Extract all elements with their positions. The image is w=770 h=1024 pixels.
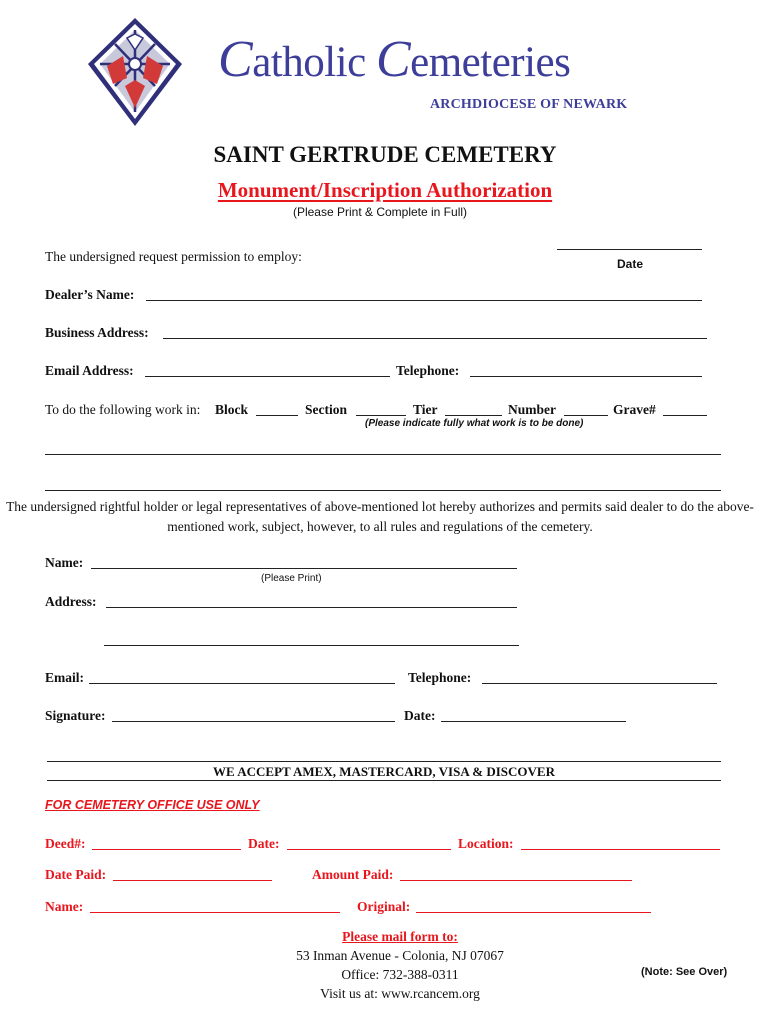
- deed-field[interactable]: [92, 849, 241, 850]
- tier-label: Tier: [413, 402, 438, 417]
- dealer-name-field[interactable]: [146, 300, 702, 301]
- work-description-line-1[interactable]: [45, 454, 721, 455]
- number-field[interactable]: [564, 415, 608, 416]
- owner-name-field[interactable]: [91, 568, 517, 569]
- date-field[interactable]: [557, 249, 702, 250]
- section-label: Section: [305, 402, 347, 417]
- mail-heading: Please mail form to:: [342, 929, 458, 944]
- logo-wordmark: Catholic Cemeteries: [218, 31, 571, 88]
- print-hint: (Please Print): [261, 573, 322, 584]
- work-description-line-2[interactable]: [45, 490, 721, 491]
- original-label: Original:: [357, 899, 411, 914]
- signature-date-label: Date:: [404, 708, 436, 723]
- dealer-name-label: Dealer’s Name:: [45, 287, 135, 302]
- request-text: The undersigned request permission to employ:: [45, 249, 302, 264]
- owner-address-field-1[interactable]: [106, 607, 517, 608]
- owner-name-label: Name:: [45, 555, 84, 570]
- mailing-address: 53 Inman Avenue - Colonia, NJ 07067: [296, 948, 504, 963]
- date-paid-label: Date Paid:: [45, 867, 107, 882]
- cemetery-logo-icon: [85, 16, 185, 128]
- signature-label: Signature:: [45, 708, 106, 723]
- number-label: Number: [508, 402, 556, 417]
- location-field[interactable]: [521, 849, 720, 850]
- location-label: Location:: [458, 836, 514, 851]
- payment-divider-top: [47, 761, 721, 762]
- grave-label: Grave#: [613, 402, 656, 417]
- office-name-label: Name:: [45, 899, 84, 914]
- dealer-email-field[interactable]: [145, 376, 390, 377]
- payment-methods: WE ACCEPT AMEX, MASTERCARD, VISA & DISCOVER: [213, 764, 555, 779]
- print-instructions: (Please Print & Complete in Full): [292, 205, 468, 219]
- original-field[interactable]: [416, 912, 651, 913]
- grave-field[interactable]: [663, 415, 707, 416]
- deed-label: Deed#:: [45, 836, 86, 851]
- tier-field[interactable]: [445, 415, 502, 416]
- form-subtitle: Monument/Inscription Authorization: [217, 178, 553, 202]
- owner-address-label: Address:: [45, 594, 97, 609]
- work-intro: To do the following work in:: [45, 402, 201, 417]
- office-use-heading: FOR CEMETERY OFFICE USE ONLY: [45, 798, 260, 812]
- business-address-field[interactable]: [163, 338, 707, 339]
- date-label: Date: [617, 257, 644, 271]
- see-over-note: (Note: See Over): [641, 966, 728, 978]
- logo-subtitle: ARCHDIOCESE OF NEWARK: [430, 97, 628, 112]
- dealer-telephone-field[interactable]: [470, 376, 702, 377]
- owner-address-field-2[interactable]: [104, 645, 519, 646]
- office-phone: Office: 732-388-0311: [341, 967, 459, 982]
- date-paid-field[interactable]: [113, 880, 272, 881]
- signature-date-field[interactable]: [441, 721, 626, 722]
- amount-paid-field[interactable]: [400, 880, 632, 881]
- office-name-field[interactable]: [90, 912, 340, 913]
- website-link[interactable]: Visit us at: www.rcancem.org: [320, 986, 480, 1001]
- office-date-field[interactable]: [287, 849, 451, 850]
- section-field[interactable]: [356, 415, 406, 416]
- authorization-text: The undersigned rightful holder or legal representatives of above-mentioned lot hereby authorizes and permits said dealer to do the above-mentioned work, subject, however, to all rules and regulations of the cemetery.: [6, 499, 754, 534]
- owner-email-label: Email:: [45, 670, 84, 685]
- owner-email-field[interactable]: [89, 683, 395, 684]
- block-label: Block: [215, 402, 249, 417]
- dealer-telephone-label: Telephone:: [396, 363, 460, 378]
- dealer-email-label: Email Address:: [45, 363, 134, 378]
- signature-field[interactable]: [112, 721, 395, 722]
- page-title: SAINT GERTRUDE CEMETERY: [213, 142, 557, 167]
- business-address-label: Business Address:: [45, 325, 149, 340]
- amount-paid-label: Amount Paid:: [312, 867, 394, 882]
- payment-divider-bottom: [47, 780, 721, 781]
- block-field[interactable]: [256, 415, 298, 416]
- owner-telephone-label: Telephone:: [408, 670, 472, 685]
- work-note: (Please indicate fully what work is to be done): [365, 418, 584, 429]
- owner-telephone-field[interactable]: [482, 683, 717, 684]
- office-date-label: Date:: [248, 836, 280, 851]
